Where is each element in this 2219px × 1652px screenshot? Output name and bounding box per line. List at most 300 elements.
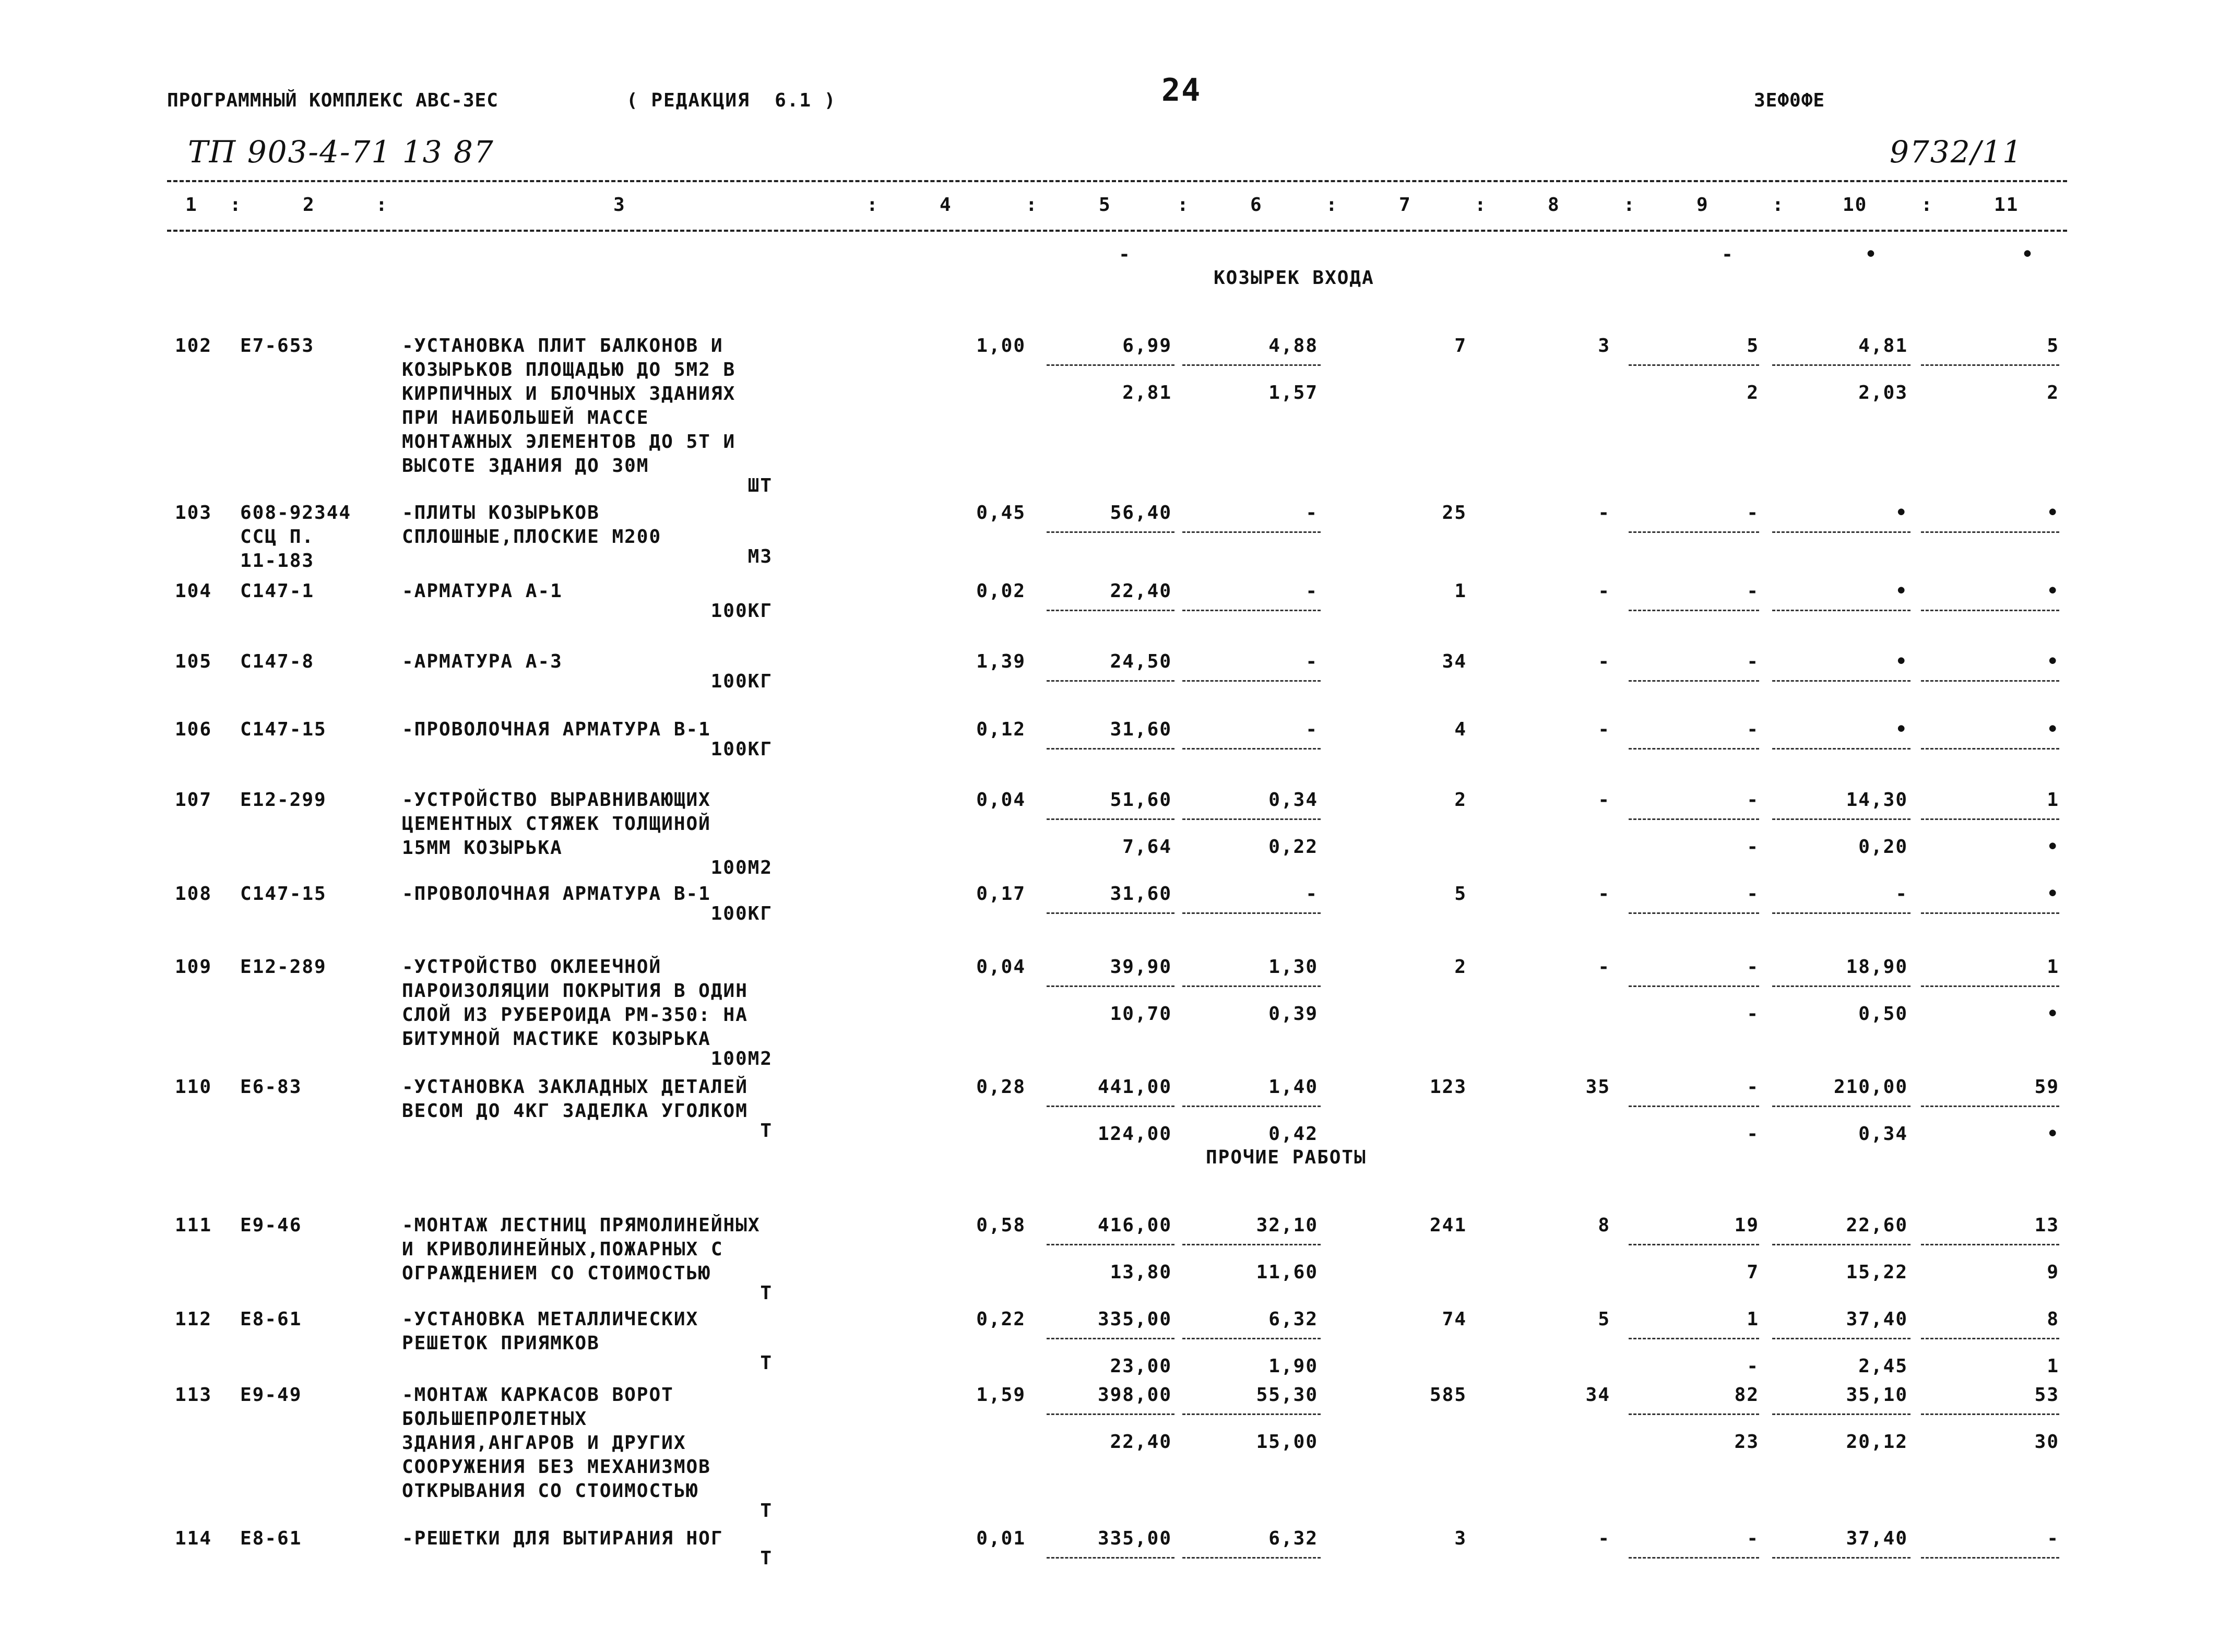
row-number: 114 (175, 1528, 212, 1549)
row-description: ВЕСОМ ДО 4КГ ЗАДЕЛКА УГОЛКОМ (402, 1100, 748, 1122)
cell-c5: 51,60 (1110, 789, 1172, 811)
cell-c11-second: • (2047, 1123, 2059, 1145)
cell-underline (1182, 985, 1321, 987)
cell-c11-second: 1 (2047, 1356, 2059, 1377)
cell-c4: 0,01 (976, 1528, 1026, 1549)
cell-c11: • (2047, 580, 2059, 602)
cell-c11-second: 9 (2047, 1262, 2059, 1283)
cell-c11-second: 2 (2047, 382, 2059, 403)
row-unit: М3 (747, 546, 773, 567)
cell-c7: 3 (1454, 1528, 1467, 1549)
cell-c9: 1 (1747, 1309, 1759, 1330)
cell-underline (1921, 1413, 2059, 1415)
cell-c11: 1 (2047, 789, 2059, 811)
col-4: 4 (940, 194, 952, 216)
cell-c11: • (2047, 651, 2059, 672)
cell-c7: 2 (1454, 789, 1467, 811)
cell-c6-second: 11,60 (1256, 1262, 1318, 1283)
cell-c4: 0,22 (976, 1309, 1026, 1330)
cell-underline (1921, 818, 2059, 820)
cell-c6: - (1306, 502, 1318, 524)
cell-c6-second: 0,39 (1268, 1003, 1318, 1025)
row-description: -УСТРОЙСТВО ВЫРАВНИВАЮЩИХ (402, 789, 711, 811)
cell-c7: 241 (1429, 1215, 1467, 1236)
cell-underline (1047, 531, 1174, 533)
row-number: 112 (175, 1309, 212, 1330)
row-description: ПРИ НАИБОЛЬШЕЙ МАССЕ (402, 407, 649, 429)
cell-c7: 2 (1454, 956, 1467, 978)
cell-c11: 8 (2047, 1309, 2059, 1330)
cell-c9-second: 7 (1747, 1262, 1759, 1283)
cell-c6: - (1306, 580, 1318, 602)
row-code: Е8-61 (240, 1528, 302, 1549)
header-right-code: 3ЕФ0ФЕ (1754, 90, 1825, 111)
cell-underline (1629, 1244, 1759, 1245)
cell-underline (1772, 1557, 1911, 1559)
cell-c7: 7 (1454, 335, 1467, 356)
cell-c4: 0,17 (976, 883, 1026, 905)
cell-underline (1921, 531, 2059, 533)
cell-c9: - (1747, 1076, 1759, 1098)
cell-c8: - (1598, 651, 1610, 672)
cell-c11: 1 (2047, 956, 2059, 978)
cell-underline (1182, 748, 1321, 750)
cell-c8: - (1598, 719, 1610, 740)
cell-underline (1772, 531, 1911, 533)
cell-c11-second: 30 (2034, 1431, 2059, 1453)
cell-c10-second: 15,22 (1846, 1262, 1908, 1283)
cell-c8: 35 (1585, 1076, 1610, 1098)
row-description: ВЫСОТЕ ЗДАНИЯ ДО 30М (402, 455, 649, 477)
cell-c6-second: 15,00 (1256, 1431, 1318, 1453)
cell-c10: 14,30 (1846, 789, 1908, 811)
cell-underline (1182, 1557, 1321, 1559)
document-code: ТП 903-4-71 13 87 (188, 134, 494, 170)
row-unit: ШТ (747, 475, 773, 496)
cell-c4: 1,39 (976, 651, 1026, 672)
cell-c8: - (1598, 956, 1610, 978)
row-number: 107 (175, 789, 212, 811)
row-number: 108 (175, 883, 212, 905)
cell-underline (1772, 680, 1911, 682)
cell-underline (1047, 1413, 1174, 1415)
cell-c5-second: 2,81 (1122, 382, 1172, 403)
row-description: СПЛОШНЫЕ,ПЛОСКИЕ М200 (402, 526, 662, 548)
cell-c4: 0,02 (976, 580, 1026, 602)
row-code: Е7-653 (240, 335, 315, 356)
header-rule-top (167, 180, 2067, 182)
cell-underline (1629, 680, 1759, 682)
cell-underline (1921, 364, 2059, 366)
cell-c10-second: 2,45 (1858, 1356, 1908, 1377)
cell-underline (1047, 1557, 1174, 1559)
cell-c9-second: - (1747, 836, 1759, 858)
col-sep: : (1026, 194, 1038, 216)
cell-c9: - (1747, 1528, 1759, 1549)
row-number: 110 (175, 1076, 212, 1098)
cell-underline (1182, 680, 1321, 682)
cell-c10: 4,81 (1858, 335, 1908, 356)
cell-c7: 74 (1442, 1309, 1467, 1330)
section-marker: - (1119, 244, 1131, 265)
row-code: С147-15 (240, 719, 327, 740)
row-code: ССЦ П. (240, 526, 315, 548)
cell-c6-second: 1,57 (1268, 382, 1318, 403)
cell-c9: - (1747, 883, 1759, 905)
cell-underline (1772, 1413, 1911, 1415)
row-unit: 100М2 (710, 1048, 773, 1069)
row-description: ОГРАЖДЕНИЕМ СО СТОИМОСТЬЮ (402, 1263, 711, 1284)
cell-c8: - (1598, 1528, 1610, 1549)
cell-c4: 0,28 (976, 1076, 1026, 1098)
row-description: -УСТАНОВКА МЕТАЛЛИЧЕСКИХ (402, 1309, 699, 1330)
cell-c9: - (1747, 502, 1759, 524)
cell-c9: - (1747, 789, 1759, 811)
cell-c6: 6,32 (1268, 1309, 1318, 1330)
row-code: Е9-46 (240, 1215, 302, 1236)
cell-c5: 6,99 (1122, 335, 1172, 356)
cell-underline (1629, 610, 1759, 611)
cell-c11: 53 (2034, 1384, 2059, 1406)
cell-underline (1182, 1338, 1321, 1339)
cell-underline (1047, 748, 1174, 750)
cell-underline (1772, 985, 1911, 987)
cell-c10: • (1895, 719, 1908, 740)
cell-c6-second: 1,90 (1268, 1356, 1318, 1377)
cell-c6: 1,40 (1268, 1076, 1318, 1098)
cell-underline (1182, 912, 1321, 914)
cell-c10: 22,60 (1846, 1215, 1908, 1236)
cell-c5: 56,40 (1110, 502, 1172, 524)
cell-underline (1182, 531, 1321, 533)
row-number: 105 (175, 651, 212, 672)
cell-underline (1921, 1244, 2059, 1245)
cell-c4: 0,58 (976, 1215, 1026, 1236)
cell-underline (1629, 748, 1759, 750)
row-unit: 100М2 (710, 857, 773, 878)
cell-c8: - (1598, 502, 1610, 524)
col-sep: : (1623, 194, 1636, 216)
cell-c11-second: • (2047, 836, 2059, 858)
edition-label: ( РЕДАКЦИЯ 6.1 ) (626, 90, 837, 111)
row-number: 113 (175, 1384, 212, 1406)
section-marker: • (1865, 244, 1878, 265)
cell-c4: 0,04 (976, 789, 1026, 811)
row-description: -МОНТАЖ КАРКАСОВ ВОРОТ (402, 1384, 674, 1406)
cell-underline (1772, 364, 1911, 366)
program-name: ПРОГРАММНЫЙ КОМПЛЕКС АВС-3ЕС (167, 90, 499, 111)
row-number: 111 (175, 1215, 212, 1236)
cell-c5: 416,00 (1097, 1215, 1172, 1236)
row-code: Е8-61 (240, 1309, 302, 1330)
cell-underline (1629, 1413, 1759, 1415)
cell-underline (1047, 1244, 1174, 1245)
cell-c5: 31,60 (1110, 719, 1172, 740)
cell-c11: 59 (2034, 1076, 2059, 1098)
cell-c10: 35,10 (1846, 1384, 1908, 1406)
cell-underline (1921, 610, 2059, 611)
cell-underline (1921, 748, 2059, 750)
cell-underline (1182, 610, 1321, 611)
row-description: -АРМАТУРА А-1 (402, 580, 563, 602)
cell-c5-second: 23,00 (1110, 1356, 1172, 1377)
cell-underline (1921, 1106, 2059, 1107)
row-code: Е12-299 (240, 789, 327, 811)
cell-c10: 37,40 (1846, 1528, 1908, 1549)
cell-c5: 441,00 (1097, 1076, 1172, 1098)
cell-underline (1921, 1557, 2059, 1559)
row-unit: Т (760, 1500, 773, 1522)
cell-c6: - (1306, 651, 1318, 672)
cell-c4: 0,12 (976, 719, 1026, 740)
row-description: БИТУМНОЙ МАСТИКЕ КОЗЫРЬКА (402, 1028, 711, 1050)
cell-c6: 1,30 (1268, 956, 1318, 978)
cell-c11: • (2047, 719, 2059, 740)
cell-c9-second: - (1747, 1003, 1759, 1025)
col-sep: : (867, 194, 879, 216)
row-description: -ПЛИТЫ КОЗЫРЬКОВ (402, 502, 600, 524)
cell-c7: 585 (1429, 1384, 1467, 1406)
cell-c10-second: 0,20 (1858, 836, 1908, 858)
cell-underline (1047, 1338, 1174, 1339)
cell-underline (1047, 818, 1174, 820)
cell-c5: 335,00 (1097, 1528, 1172, 1549)
col-10: 10 (1843, 194, 1868, 216)
header-rule-bottom (167, 230, 2067, 232)
row-description: -ПРОВОЛОЧНАЯ АРМАТУРА В-1 (402, 883, 711, 905)
cell-c6-second: 0,42 (1268, 1123, 1318, 1145)
cell-underline (1772, 748, 1911, 750)
cell-underline (1047, 985, 1174, 987)
cell-c9: 5 (1747, 335, 1759, 356)
row-code: Е9-49 (240, 1384, 302, 1406)
cell-c10-second: 2,03 (1858, 382, 1908, 403)
cell-c11: 13 (2034, 1215, 2059, 1236)
cell-underline (1921, 985, 2059, 987)
row-description: -УСТАНОВКА ЗАКЛАДНЫХ ДЕТАЛЕЙ (402, 1076, 748, 1098)
col-sep: : (230, 194, 242, 216)
col-11: 11 (1994, 194, 2019, 216)
cell-c9-second: - (1747, 1356, 1759, 1377)
row-description: КИРПИЧНЫХ И БЛОЧНЫХ ЗДАНИЯХ (402, 383, 736, 405)
cell-underline (1047, 610, 1174, 611)
cell-underline (1629, 364, 1759, 366)
cell-c6: 0,34 (1268, 789, 1318, 811)
cell-c6: 6,32 (1268, 1528, 1318, 1549)
document-number: 9732/11 (1890, 134, 2023, 170)
cell-c11: • (2047, 883, 2059, 905)
cell-c8: - (1598, 789, 1610, 811)
row-description: ЦЕМЕНТНЫХ СТЯЖЕК ТОЛЩИНОЙ (402, 813, 711, 835)
cell-c10-second: 0,34 (1858, 1123, 1908, 1145)
cell-underline (1182, 1244, 1321, 1245)
col-5: 5 (1099, 194, 1111, 216)
cell-c10: - (1895, 883, 1908, 905)
cell-underline (1772, 818, 1911, 820)
row-description: МОНТАЖНЫХ ЭЛЕМЕНТОВ ДО 5Т И (402, 431, 736, 453)
row-unit: Т (760, 1352, 773, 1374)
cell-c10-second: 0,50 (1858, 1003, 1908, 1025)
cell-underline (1182, 364, 1321, 366)
cell-c11: - (2047, 1528, 2059, 1549)
cell-c10: 210,00 (1833, 1076, 1908, 1098)
col-sep: : (1326, 194, 1338, 216)
col-9: 9 (1696, 194, 1709, 216)
row-code: Е6-83 (240, 1076, 302, 1098)
cell-c5: 39,90 (1110, 956, 1172, 978)
cell-c8: 3 (1598, 335, 1610, 356)
cell-c11: • (2047, 502, 2059, 524)
row-description: РЕШЕТОК ПРИЯМКОВ (402, 1333, 600, 1354)
col-1: 1 (185, 194, 198, 216)
cell-underline (1921, 1338, 2059, 1339)
cell-c6: 32,10 (1256, 1215, 1318, 1236)
section-title: ПРОЧИЕ РАБОТЫ (1206, 1147, 1367, 1168)
cell-c5: 31,60 (1110, 883, 1172, 905)
cell-c4: 0,04 (976, 956, 1026, 978)
col-sep: : (376, 194, 388, 216)
row-description: -РЕШЕТКИ ДЛЯ ВЫТИРАНИЯ НОГ (402, 1528, 723, 1549)
row-number: 103 (175, 502, 212, 524)
row-description: СООРУЖЕНИЯ БЕЗ МЕХАНИЗМОВ (402, 1456, 711, 1478)
row-description: -ПРОВОЛОЧНАЯ АРМАТУРА В-1 (402, 719, 711, 740)
col-sep: : (1177, 194, 1190, 216)
cell-c5-second: 7,64 (1122, 836, 1172, 858)
cell-underline (1629, 912, 1759, 914)
row-description: -АРМАТУРА А-3 (402, 651, 563, 672)
cell-c9: - (1747, 580, 1759, 602)
row-description: -УСТРОЙСТВО ОКЛЕЕЧНОЙ (402, 956, 662, 978)
cell-c8: - (1598, 883, 1610, 905)
cell-underline (1182, 1413, 1321, 1415)
cell-underline (1047, 680, 1174, 682)
col-7: 7 (1399, 194, 1411, 216)
row-description: ОТКРЫВАНИЯ СО СТОИМОСТЬЮ (402, 1480, 699, 1502)
row-code: 11-183 (240, 550, 315, 572)
col-sep: : (1921, 194, 1933, 216)
section-marker: - (1722, 244, 1734, 265)
cell-underline (1182, 1106, 1321, 1107)
row-unit: 100КГ (710, 903, 773, 924)
cell-c8: 5 (1598, 1309, 1610, 1330)
cell-c9: 19 (1734, 1215, 1759, 1236)
cell-c9-second: - (1747, 1123, 1759, 1145)
cell-c5-second: 13,80 (1110, 1262, 1172, 1283)
cell-underline (1921, 680, 2059, 682)
row-unit: 100КГ (710, 739, 773, 760)
cell-c5-second: 10,70 (1110, 1003, 1172, 1025)
row-code: С147-1 (240, 580, 315, 602)
row-number: 104 (175, 580, 212, 602)
cell-underline (1772, 610, 1911, 611)
cell-underline (1772, 912, 1911, 914)
page-number: 24 (1161, 72, 1202, 109)
col-6: 6 (1250, 194, 1263, 216)
cell-c7: 25 (1442, 502, 1467, 524)
col-2: 2 (303, 194, 315, 216)
cell-c5-second: 124,00 (1097, 1123, 1172, 1145)
row-description: -МОНТАЖ ЛЕСТНИЦ ПРЯМОЛИНЕЙНЫХ (402, 1215, 761, 1236)
cell-underline (1772, 1244, 1911, 1245)
cell-c4: 1,59 (976, 1384, 1026, 1406)
cell-c4: 0,45 (976, 502, 1026, 524)
cell-underline (1772, 1106, 1911, 1107)
cell-underline (1629, 531, 1759, 533)
section-title: КОЗЫРЕК ВХОДА (1214, 267, 1374, 289)
cell-c6: - (1306, 883, 1318, 905)
cell-c7: 5 (1454, 883, 1467, 905)
cell-c8: 34 (1585, 1384, 1610, 1406)
row-unit: 100КГ (710, 671, 773, 692)
cell-underline (1047, 1106, 1174, 1107)
cell-c7: 4 (1454, 719, 1467, 740)
row-description: ПАРОИЗОЛЯЦИИ ПОКРЫТИЯ В ОДИН (402, 980, 748, 1002)
row-description: ЗДАНИЯ,АНГАРОВ И ДРУГИХ (402, 1432, 686, 1454)
row-code: Е12-289 (240, 956, 327, 978)
cell-c10: 18,90 (1846, 956, 1908, 978)
cell-c6-second: 0,22 (1268, 836, 1318, 858)
cell-c9: - (1747, 719, 1759, 740)
row-description: -УСТАНОВКА ПЛИТ БАЛКОНОВ И (402, 335, 723, 356)
cell-c10: • (1895, 580, 1908, 602)
cell-underline (1921, 912, 2059, 914)
cell-c11-second: • (2047, 1003, 2059, 1025)
cell-underline (1047, 912, 1174, 914)
cell-c7: 1 (1454, 580, 1467, 602)
cell-underline (1629, 985, 1759, 987)
cell-c5-second: 22,40 (1110, 1431, 1172, 1453)
cell-underline (1629, 1338, 1759, 1339)
cell-c9-second: 2 (1747, 382, 1759, 403)
col-sep: : (1772, 194, 1785, 216)
col-sep: : (1475, 194, 1487, 216)
cell-c10: • (1895, 651, 1908, 672)
cell-c7: 123 (1429, 1076, 1467, 1098)
cell-c7: 34 (1442, 651, 1467, 672)
row-code: С147-15 (240, 883, 327, 905)
cell-underline (1772, 1338, 1911, 1339)
row-unit: Т (760, 1120, 773, 1142)
section-marker: • (2022, 244, 2034, 265)
row-code: 608-92344 (240, 502, 352, 524)
cell-c9: - (1747, 651, 1759, 672)
cell-underline (1182, 818, 1321, 820)
cell-underline (1629, 1557, 1759, 1559)
row-description: БОЛЬШЕПРОЛЕТНЫХ (402, 1408, 588, 1430)
cell-c5: 335,00 (1097, 1309, 1172, 1330)
col-8: 8 (1548, 194, 1560, 216)
row-unit: 100КГ (710, 600, 773, 622)
cell-underline (1047, 364, 1174, 366)
cell-c6: 4,88 (1268, 335, 1318, 356)
cell-c8: 8 (1598, 1215, 1610, 1236)
cell-underline (1629, 818, 1759, 820)
col-3: 3 (613, 194, 626, 216)
cell-c5: 398,00 (1097, 1384, 1172, 1406)
row-description: 15ММ КОЗЫРЬКА (402, 837, 563, 859)
cell-c9: - (1747, 956, 1759, 978)
cell-c8: - (1598, 580, 1610, 602)
row-number: 109 (175, 956, 212, 978)
cell-c6: 55,30 (1256, 1384, 1318, 1406)
cell-c9-second: 23 (1734, 1431, 1759, 1453)
cell-c10: 37,40 (1846, 1309, 1908, 1330)
cell-c6: - (1306, 719, 1318, 740)
row-number: 102 (175, 335, 212, 356)
row-number: 106 (175, 719, 212, 740)
cell-c10-second: 20,12 (1846, 1431, 1908, 1453)
row-description: КОЗЫРЬКОВ ПЛОЩАДЬЮ ДО 5М2 В (402, 359, 736, 381)
